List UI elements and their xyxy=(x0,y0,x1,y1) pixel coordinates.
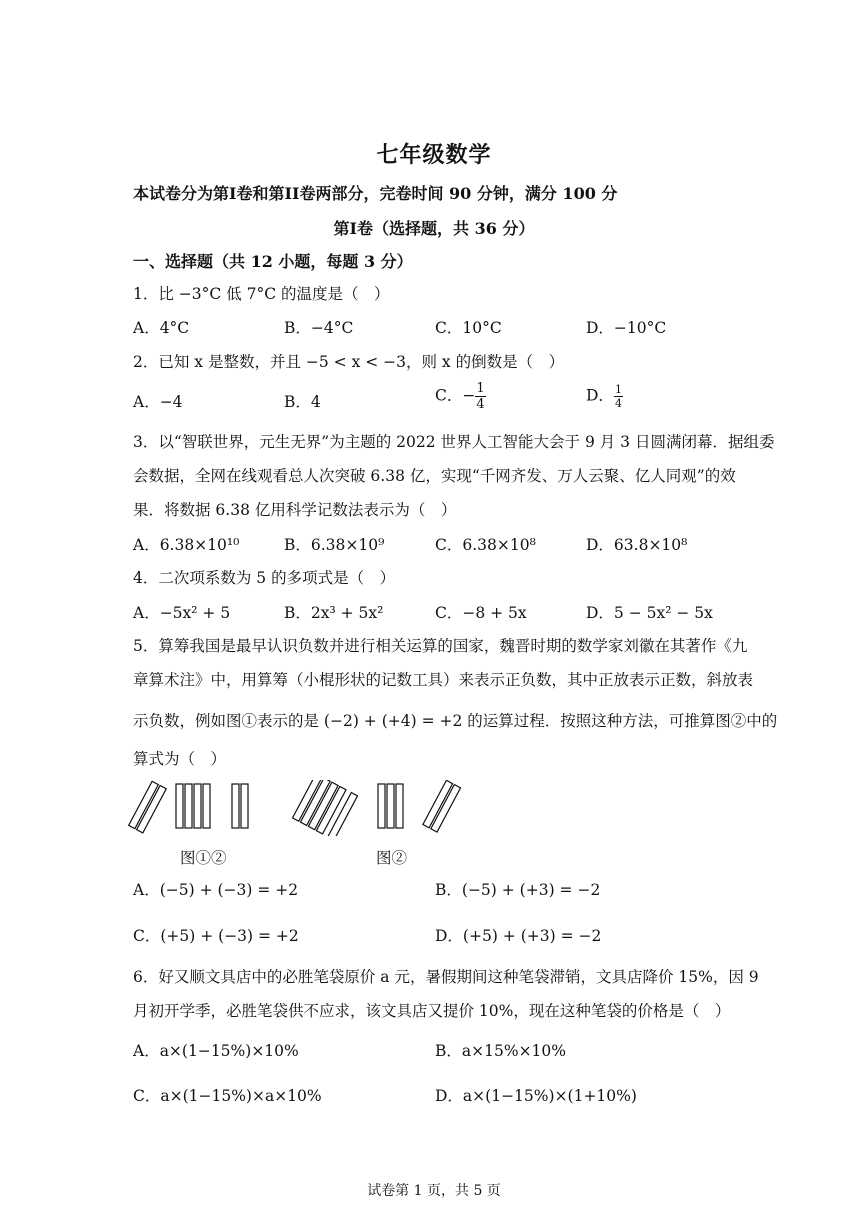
q2-d-numerator: 1 xyxy=(614,383,622,396)
question-3-line-2: 会数据，全网在线观看总人次突破 6.38 亿，实现“千网齐发、万人云聚、亿人同观”的效 xyxy=(133,467,736,485)
rod xyxy=(194,784,201,828)
question-2-stem: 2．已知 x 是整数，并且 −5 < x < −3，则 x 的倒数是（ ） xyxy=(133,353,565,371)
rod xyxy=(378,784,385,828)
q6-option-b: B．a×15%×10% xyxy=(435,1042,567,1060)
q3-option-c: C．6.38×10⁸ xyxy=(435,536,536,554)
q5-option-d: D．(+5) + (+3) = −2 xyxy=(435,927,602,945)
q3-option-d: D．63.8×10⁸ xyxy=(586,536,688,554)
q2-option-d-prefix: D． xyxy=(586,386,614,405)
q2-c-denominator: 4 xyxy=(476,397,485,412)
q6-option-a: A．a×(1−15%)×10% xyxy=(133,1042,299,1060)
figure-1-caption: 图①② xyxy=(180,849,227,867)
q5-option-b: B．(−5) + (+3) = −2 xyxy=(435,881,601,899)
q3-option-b: B．6.38×10⁹ xyxy=(284,536,385,554)
q2-d-denominator: 4 xyxy=(614,397,622,410)
page-title: 七年级数学 xyxy=(376,142,492,168)
q4-option-c: C．−8 + 5x xyxy=(435,604,527,622)
figure-1-rods xyxy=(129,781,248,833)
q2-option-a: A．−4 xyxy=(133,393,183,411)
question-4-stem: 4．二次项系数为 5 的多项式是（ ） xyxy=(133,569,396,587)
rod xyxy=(328,793,358,836)
q2-option-c-fraction xyxy=(475,382,485,411)
question-6-line-2: 月初开学季，必胜笔袋供不应求，该文具店又提价 10%，现在这种笔袋的价格是（ ） xyxy=(133,1002,731,1020)
rod xyxy=(308,782,338,829)
rod xyxy=(176,784,183,828)
question-3-line-1: 3．以“智联世界，元生无界”为主题的 2022 世界人工智能大会于 9 月 3 日圆满闭幕．据组委 xyxy=(133,433,775,451)
question-5-line-1: 5．算筹我国是最早认识负数并进行相关运算的国家，魏晋时期的数学家刘徽在其著作《九 xyxy=(133,637,748,655)
q5-option-c: C．(+5) + (−3) = +2 xyxy=(133,927,299,945)
q4-option-a: A．−5x² + 5 xyxy=(133,604,231,622)
q2-option-c-prefix: C．− xyxy=(435,386,476,405)
rod xyxy=(129,781,159,828)
q3-option-a: A．6.38×10¹⁰ xyxy=(133,536,240,554)
question-5-line-4: 算式为（ ） xyxy=(133,750,227,768)
q2-option-c xyxy=(435,382,486,411)
q5-option-a: A．(−5) + (−3) = +2 xyxy=(133,881,299,899)
part-heading: 第I卷（选择题，共 36 分） xyxy=(333,219,535,238)
question-5-line-3: 示负数，例如图①表示的是 (−2) + (+4) = +2 的运算过程．按照这种方法，可推算图②中的 xyxy=(133,712,778,730)
rod xyxy=(241,784,248,828)
q1-option-c: C．10°C xyxy=(435,319,502,337)
question-1-stem: 1．比 −3°C 低 7°C 的温度是（ ） xyxy=(133,285,390,303)
q4-option-d: D．5 − 5x² − 5x xyxy=(586,604,713,622)
q2-c-numerator: 1 xyxy=(476,381,485,396)
q6-option-c: C．a×(1−15%)×a×10% xyxy=(133,1087,322,1105)
rod xyxy=(396,784,403,828)
section-heading: 一、选择题（共 12 小题，每题 3 分） xyxy=(133,252,413,271)
rod xyxy=(203,784,210,828)
rod xyxy=(185,784,192,828)
q2-option-b: B．4 xyxy=(284,393,321,411)
rod xyxy=(293,780,323,821)
q1-option-a: A．4°C xyxy=(133,319,190,337)
q2-option-d-fraction xyxy=(614,384,623,409)
figure-2-rods xyxy=(293,780,461,836)
rod xyxy=(387,784,394,828)
figure-2-caption: 图② xyxy=(376,849,408,867)
q1-option-d: D．−10°C xyxy=(586,319,667,337)
q2-option-d xyxy=(586,384,623,409)
q6-option-d: D．a×(1−15%)×(1+10%) xyxy=(435,1087,637,1105)
q4-option-b: B．2x³ + 5x² xyxy=(284,604,384,622)
question-3-line-3: 果．将数据 6.38 亿用科学记数法表示为（ ） xyxy=(133,501,457,519)
rod xyxy=(137,786,167,833)
question-5-line-2: 章算术注》中，用算筹（小棍形状的记数工具）来表示正负数，其中正放表示正数，斜放表 xyxy=(133,671,754,689)
page-footer: 试卷第 1 页，共 5 页 xyxy=(367,1183,501,1199)
rod xyxy=(423,780,453,827)
rod xyxy=(431,785,461,832)
counting-rods-figures xyxy=(125,780,485,836)
rod xyxy=(300,780,330,825)
q1-option-b: B．−4°C xyxy=(284,319,354,337)
rod xyxy=(232,784,239,828)
exam-intro: 本试卷分为第I卷和第II卷两部分，完卷时间 90 分钟，满分 100 分 xyxy=(133,184,618,203)
question-6-line-1: 6．好又顺文具店中的必胜笔袋原价 a 元，暑假期间这种笔袋滞销，文具店降价 15%，因 9 xyxy=(133,968,759,986)
